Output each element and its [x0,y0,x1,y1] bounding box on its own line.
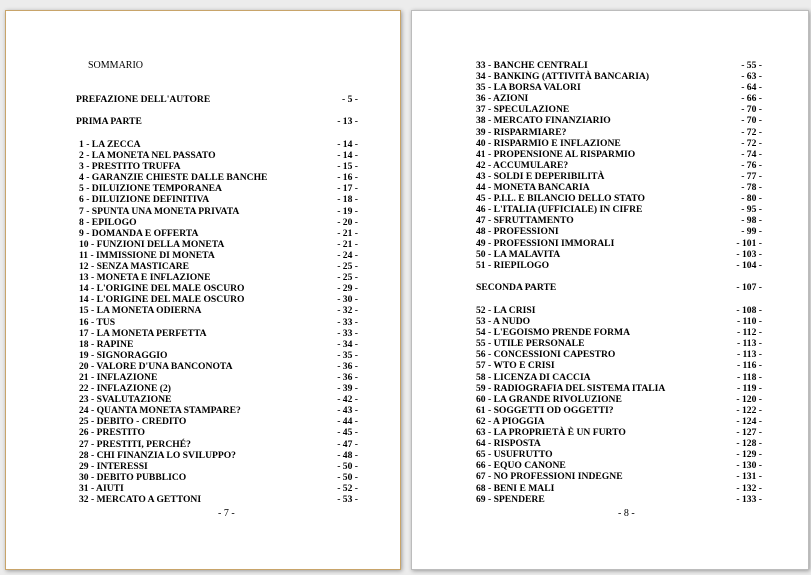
toc-entry-page: - 101 - [736,237,762,249]
toc-entry-page: - 132 - [736,482,762,494]
toc-entry-title: 44 - MONETA BANCARIA [476,182,590,194]
toc-entry-page: - 133 - [736,493,762,505]
toc-entry-page: - 48 - [337,449,358,461]
toc-entry-page: - 34 - [337,338,358,350]
toc-entry-title: 18 - RAPINE [79,338,134,350]
toc-entry-page: - 99 - [741,226,762,238]
toc-entry-page: - 44 - [337,416,358,428]
toc-entry-page: - 95 - [741,204,762,216]
toc-entry-title: 45 - P.I.L. E BILANCIO DELLO STATO [476,193,645,205]
toc-entry [476,82,762,93]
toc-entry-page: - 78 - [741,182,762,194]
toc-entry-title: 47 - SFRUTTAMENTO [476,215,574,227]
toc-entry-page: - 55 - [741,60,762,71]
preface-page: - 5 - [342,94,358,105]
toc-entry-page: - 45 - [337,427,358,439]
toc-entry-title: 40 - RISPARMIO E INFLAZIONE [476,137,621,149]
toc-entry [476,416,762,427]
toc-entry-title: 7 - SPUNTA UNA MONETA PRIVATA [79,205,240,217]
toc-entry [79,328,358,339]
toc-entry-page: - 21 - [337,238,358,250]
toc-entry-page: - 103 - [736,248,762,260]
toc-entry-page: - 130 - [736,460,762,472]
toc-entry [79,439,358,450]
toc-entry-title: 33 - BANCHE CENTRALI [476,60,588,71]
toc-entry [79,261,358,272]
toc-entry-page: - 98 - [741,215,762,227]
toc-entry [476,215,762,226]
toc-entry-title: 22 - INFLAZIONE (2) [79,383,171,395]
toc-entry-page: - 120 - [736,393,762,405]
toc-entry [79,139,358,150]
toc-entry-page: - 36 - [337,371,358,383]
toc-entry-title: 29 - INTERESSI [79,460,148,472]
toc-entry-page: - 15 - [337,161,358,173]
toc-entry-title: 64 - RISPOSTA [476,438,541,450]
part-one-title: PRIMA PARTE [76,116,142,127]
toc-entry-page: - 110 - [736,316,762,328]
toc-entry-title: 57 - WTO E CRISI [476,360,555,372]
toc-entry [476,171,762,182]
toc-entry [79,394,358,405]
toc-entry-page: - 76 - [741,159,762,171]
toc-entry-title: 19 - SIGNORAGGIO [79,349,168,361]
toc-entry [79,250,358,261]
toc-entry-title: 2 - LA MONETA NEL PASSATO [79,150,216,162]
toc-entry-page: - 80 - [741,193,762,205]
toc-entry-title: 42 - ACCUMULARE? [476,159,569,171]
toc-list-left [79,139,358,505]
toc-entry-page: - 124 - [736,415,762,427]
toc-entry [476,226,762,237]
toc-entry-page: - 116 - [736,360,762,372]
toc-entry-title: 1 - LA ZECCA [79,139,141,150]
toc-entry [79,150,358,161]
document-page-left [5,10,401,570]
toc-entry-page: - 131 - [736,471,762,483]
toc-entry-title: 14 - L'ORIGINE DEL MALE OSCURO [79,283,245,295]
toc-entry [476,204,762,215]
toc-entry-title: 68 - BENI E MALI [476,482,555,494]
toc-entry [79,294,358,305]
preface-title: PREFAZIONE DELL'AUTORE [76,94,211,105]
toc-entry-page: - 53 - [337,494,358,505]
toc-entry-page: - 16 - [337,172,358,184]
toc-entry-title: 8 - EPILOGO [79,216,137,228]
toc-entry-page: - 74 - [741,148,762,160]
toc-entry [476,372,762,383]
toc-entry-page: - 33 - [337,316,358,328]
toc-entry-page: - 70 - [741,104,762,116]
toc-entry [79,405,358,416]
toc-entry [476,338,762,349]
toc-entry-title: 61 - SOGGETTI OD OGGETTI? [476,404,614,416]
toc-entry-page: - 72 - [741,126,762,138]
toc-entry [79,372,358,383]
toc-entry [476,438,762,449]
toc-entry-title: 32 - MERCATO A GETTONI [79,494,202,505]
toc-entry [476,138,762,149]
toc-entry-title: 38 - MERCATO FINANZIARIO [476,115,611,127]
toc-entry-title: 51 - RIEPILOGO [476,259,550,271]
toc-entry-page: - 52 - [337,482,358,494]
toc-entry-page: - 129 - [736,449,762,461]
toc-entry [476,449,762,460]
toc-entry [79,339,358,350]
toc-entry-title: 69 - SPENDERE [476,493,545,505]
toc-entry-page: - 70 - [741,115,762,127]
toc-entry [79,427,358,438]
toc-entry [476,260,762,271]
toc-entry-title: 4 - GARANZIE CHIESTE DALLE BANCHE [79,172,268,184]
toc-entry [476,149,762,160]
toc-entry [476,349,762,360]
toc-entry [476,115,762,126]
toc-entry-page: - 32 - [337,305,358,317]
toc-entry-page: - 108 - [736,305,762,316]
toc-entry-title: 23 - SVALUTAZIONE [79,394,172,406]
toc-entry [79,283,358,294]
toc-entry-page: - 64 - [741,82,762,94]
toc-entry-page: - 113 - [736,349,762,361]
toc-entry [79,494,358,505]
page-number: - 7 - [218,508,235,519]
part-two-title: SECONDA PARTE [476,282,557,293]
toc-entry [79,217,358,228]
toc-entry-page: - 118 - [736,371,762,383]
toc-entry-title: 53 - A NUDO [476,316,531,328]
toc-entry-title: 48 - PROFESSIONI [476,226,559,238]
toc-entry-title: 49 - PROFESSIONI IMMORALI [476,237,615,249]
toc-entry [476,360,762,371]
toc-entry [79,272,358,283]
toc-entry [476,160,762,171]
toc-entry [79,450,358,461]
toc-entry-page: - 66 - [741,93,762,105]
toc-entry-page: - 47 - [337,438,358,450]
toc-entry-page: - 127 - [736,427,762,439]
toc-entry-title: 59 - RADIOGRAFIA DEL SISTEMA ITALIA [476,382,666,394]
toc-entry-page: - 35 - [337,349,358,361]
toc-entry-title: 27 - PRESTITI, PERCHÉ? [79,438,191,450]
toc-entry [476,327,762,338]
toc-entry [476,483,762,494]
toc-entry-title: 5 - DILUIZIONE TEMPORANEA [79,183,222,195]
toc-entry-title: 63 - LA PROPRIETÀ È UN FURTO [476,427,626,439]
toc-entry [476,305,762,316]
toc-entry-title: 37 - SPECULAZIONE [476,104,570,116]
toc-list-right-top [476,60,762,271]
toc-entry-title: 65 - USUFRUTTO [476,449,553,461]
toc-entry [79,483,358,494]
toc-entry [79,350,358,361]
toc-entry-page: - 128 - [736,438,762,450]
toc-entry-title: 36 - AZIONI [476,93,529,105]
toc-entry [476,383,762,394]
toc-entry-title: 3 - PRESTITO TRUFFA [79,161,181,173]
toc-entry-page: - 25 - [337,261,358,273]
toc-entry [79,361,358,372]
toc-entry-page: - 43 - [337,405,358,417]
toc-entry-title: 35 - LA BORSA VALORI [476,82,581,94]
toc-entry [476,127,762,138]
toc-entry-title: 58 - LICENZA DI CACCIA [476,371,591,383]
toc-entry-title: 25 - DEBITO - CREDITO [79,416,187,428]
toc-preface-entry [76,94,358,105]
toc-entry-title: 21 - INFLAZIONE [79,371,158,383]
toc-entry-page: - 36 - [337,360,358,372]
toc-entry-page: - 25 - [337,272,358,284]
toc-entry [476,316,762,327]
toc-entry-title: 9 - DOMANDA E OFFERTA [79,227,199,239]
toc-entry-title: 39 - RISPARMIARE? [476,126,567,138]
toc-entry [79,228,358,239]
toc-entry-title: 41 - PROPENSIONE AL RISPARMIO [476,148,636,160]
toc-entry-title: 24 - QUANTA MONETA STAMPARE? [79,405,241,417]
toc-entry [79,183,358,194]
toc-entry-title: 55 - UTILE PERSONALE [476,338,585,350]
toc-entry [476,104,762,115]
toc-entry-title: 52 - LA CRISI [476,305,536,316]
toc-entry [476,238,762,249]
toc-entry-title: 34 - BANKING (ATTIVITÀ BANCARIA) [476,71,650,83]
toc-entry-page: - 14 - [337,150,358,162]
toc-entry-page: - 104 - [736,259,762,271]
toc-entry-title: 10 - FUNZIONI DELLA MONETA [79,238,225,250]
part-one-page: - 13 - [337,116,358,127]
toc-entry-page: - 20 - [337,216,358,228]
toc-entry-title: 66 - EQUO CANONE [476,460,566,472]
toc-entry [476,460,762,471]
toc-entry [476,60,762,71]
toc-entry [79,239,358,250]
toc-entry [79,461,358,472]
toc-entry [79,317,358,328]
toc-entry-title: 12 - SENZA MASTICARE [79,261,190,273]
toc-entry-title: 13 - MONETA E INFLAZIONE [79,272,211,284]
toc-entry-page: - 112 - [736,327,762,339]
toc-entry [79,383,358,394]
toc-entry-page: - 50 - [337,471,358,483]
toc-entry [476,471,762,482]
toc-entry [79,206,358,217]
toc-entry-page: - 33 - [337,327,358,339]
toc-entry-page: - 72 - [741,137,762,149]
toc-entry-page: - 29 - [337,283,358,295]
toc-entry [79,172,358,183]
toc-heading: SOMMARIO [88,60,144,71]
toc-entry-title: 15 - LA MONETA ODIERNA [79,305,202,317]
toc-entry-title: 31 - AIUTI [79,482,124,494]
toc-entry [79,194,358,205]
toc-entry-page: - 122 - [736,404,762,416]
toc-entry [79,416,358,427]
toc-entry-page: - 19 - [337,205,358,217]
toc-entry [476,71,762,82]
toc-entry-title: 20 - VALORE D'UNA BANCONOTA [79,360,233,372]
toc-part-two-entry [476,282,762,293]
toc-entry-title: 67 - NO PROFESSIONI INDEGNE [476,471,623,483]
toc-entry-page: - 24 - [337,249,358,261]
toc-entry [476,494,762,505]
toc-entry-title: 56 - CONCESSIONI CAPESTRO [476,349,616,361]
toc-entry-page: - 14 - [337,139,358,150]
toc-entry-title: 62 - A PIOGGIA [476,415,545,427]
toc-entry [79,161,358,172]
document-page-right [411,10,809,570]
toc-entry [476,394,762,405]
toc-entry [476,93,762,104]
toc-entry-page: - 77 - [741,170,762,182]
toc-entry-title: 28 - CHI FINANZIA LO SVILUPPO? [79,449,236,461]
toc-entry-title: 16 - TUS [79,316,116,328]
toc-entry-page: - 50 - [337,460,358,472]
part-two-page: - 107 - [736,282,762,293]
toc-entry-page: - 17 - [337,183,358,195]
toc-entry-page: - 113 - [736,338,762,350]
toc-entry-title: 14 - L'ORIGINE DEL MALE OSCURO [79,294,245,306]
toc-entry [476,427,762,438]
toc-entry-page: - 63 - [741,71,762,83]
toc-entry-title: 30 - DEBITO PUBBLICO [79,471,187,483]
toc-entry [476,249,762,260]
toc-entry-title: 46 - L'ITALIA (UFFICIALE) IN CIFRE [476,204,643,216]
toc-entry-page: - 119 - [736,382,762,394]
toc-entry-title: 60 - LA GRANDE RIVOLUZIONE [476,393,622,405]
toc-entry-title: 26 - PRESTITO [79,427,145,439]
toc-entry [476,193,762,204]
toc-entry-title: 43 - SOLDI E DEPERIBILITÀ [476,170,605,182]
toc-entry-page: - 39 - [337,383,358,395]
toc-list-right-bottom [476,305,762,505]
toc-part-one-entry [76,116,358,127]
toc-entry-page: - 42 - [337,394,358,406]
toc-entry [476,405,762,416]
toc-entry-title: 50 - LA MALAVITA [476,248,561,260]
toc-entry-title: 11 - IMMISSIONE DI MONETA [79,249,215,261]
toc-entry-page: - 18 - [337,194,358,206]
toc-entry-title: 17 - LA MONETA PERFETTA [79,327,207,339]
toc-entry [476,182,762,193]
page-number: - 8 - [618,508,635,519]
toc-entry [79,305,358,316]
toc-entry [79,472,358,483]
toc-entry-title: 54 - L'EGOISMO PRENDE FORMA [476,327,631,339]
toc-entry-page: - 21 - [337,227,358,239]
toc-entry-page: - 30 - [337,294,358,306]
toc-entry-title: 6 - DILUIZIONE DEFINITIVA [79,194,210,206]
